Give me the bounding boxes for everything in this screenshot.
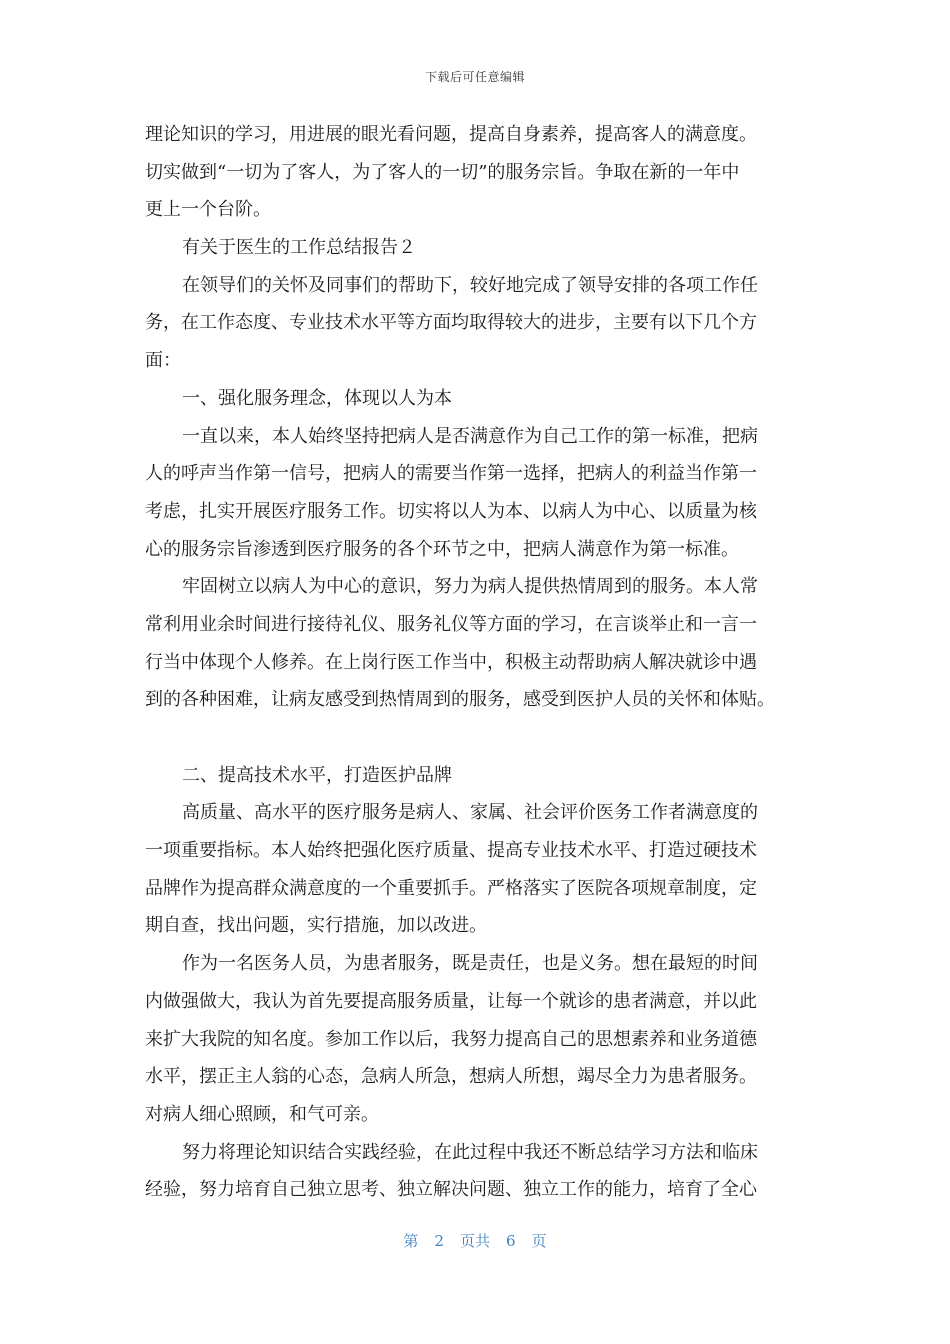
body-text-line: 作为一名医务人员，为患者服务，既是责任，也是义务。想在最短的时间 — [182, 953, 758, 975]
body-text-line: 来扩大我院的知名度。参加工作以后，我努力提高自己的思想素养和业务道德 — [145, 1028, 757, 1050]
page-current-number: 2 — [434, 1232, 444, 1250]
body-text-line: 切实做到“一切为了客人，为了客人的一切”的服务宗旨。争取在新的一年中 — [145, 161, 740, 183]
page-header-note: 下载后可任意编辑 — [424, 70, 525, 84]
body-text-line: 二、提高技术水平，打造医护品牌 — [182, 764, 452, 786]
body-text-line: 有关于医生的工作总结报告２ — [182, 237, 416, 259]
body-text-line: 更上一个台阶。 — [145, 199, 271, 221]
body-text-line: 理论知识的学习，用进展的眼光看问题，提高自身素养，提高客人的满意度。 — [145, 124, 757, 145]
body-text-line — [145, 719, 807, 757]
body-text-line: 一、强化服务理念，体现以人为本 — [182, 387, 452, 409]
page-label-suffix: 页 — [531, 1232, 547, 1250]
body-text-line: 心的服务宗旨渗透到医疗服务的各个环节之中，把病人满意作为第一标准。 — [145, 538, 739, 560]
page-label-middle: 页共 — [459, 1232, 490, 1250]
body-text-line: 经验，努力培育自己独立思考、独立解决问题、独立工作的能力，培育了全心 — [145, 1179, 757, 1201]
body-text-line: 一直以来，本人始终坚持把病人是否满意作为自己工作的第一标准，把病 — [182, 425, 758, 447]
body-text-line: 对病人细心照顾，和气可亲。 — [145, 1103, 379, 1125]
body-text-line: 在领导们的关怀及同事们的帮助下，较好地完成了领导安排的各项工作任 — [182, 274, 758, 296]
body-text-line: 考虑，扎实开展医疗服务工作。切实将以人为本、以病人为中心、以质量为核 — [145, 500, 757, 522]
body-text-line: 期自查，找出问题，实行措施，加以改进。 — [145, 915, 487, 937]
body-text-line: 到的各种困难，让病友感受到热情周到的服务，感受到医护人员的关怀和体贴。 — [145, 689, 775, 711]
body-text-line: 努力将理论知识结合实践经验，在此过程中我还不断总结学习方法和临床 — [182, 1141, 758, 1163]
page-footer — [0, 1230, 950, 1251]
page-label-prefix: 第 — [403, 1232, 419, 1250]
body-text-line: 一项重要指标。本人始终把强化医疗质量、提高专业技术水平、打造过硬技术 — [145, 840, 757, 862]
page-total-number: 6 — [506, 1232, 516, 1250]
body-text-line: 务，在工作态度、专业技术水平等方面均取得较大的进步，主要有以下几个方 — [145, 312, 757, 334]
body-text-line: 面： — [145, 350, 181, 372]
body-text-line: 常利用业余时间进行接待礼仪、服务礼仪等方面的学习，在言谈举止和一言一 — [145, 613, 757, 635]
body-text-line: 行当中体现个人修养。在上岗行医工作当中，积极主动帮助病人解决就诊中遇 — [145, 651, 757, 673]
body-text-line: 品牌作为提高群众满意度的一个重要抓手。严格落实了医院各项规章制度，定 — [145, 877, 757, 899]
body-text-line: 人的呼声当作第一信号，把病人的需要当作第一选择，把病人的利益当作第一 — [145, 463, 757, 485]
body-text-line: 高质量、高水平的医疗服务是病人、家属、社会评价医务工作者满意度的 — [182, 802, 758, 824]
body-text-line: 水平，摆正主人翁的心态，急病人所急，想病人所想，竭尽全力为患者服务。 — [145, 1066, 757, 1088]
body-text-line: 内做强做大，我认为首先要提高服务质量，让每一个就诊的患者满意，并以此 — [145, 990, 757, 1012]
body-text-line: 牢固树立以病人为中心的意识，努力为病人提供热情周到的服务。本人常 — [182, 576, 758, 598]
document-body — [145, 116, 807, 1209]
